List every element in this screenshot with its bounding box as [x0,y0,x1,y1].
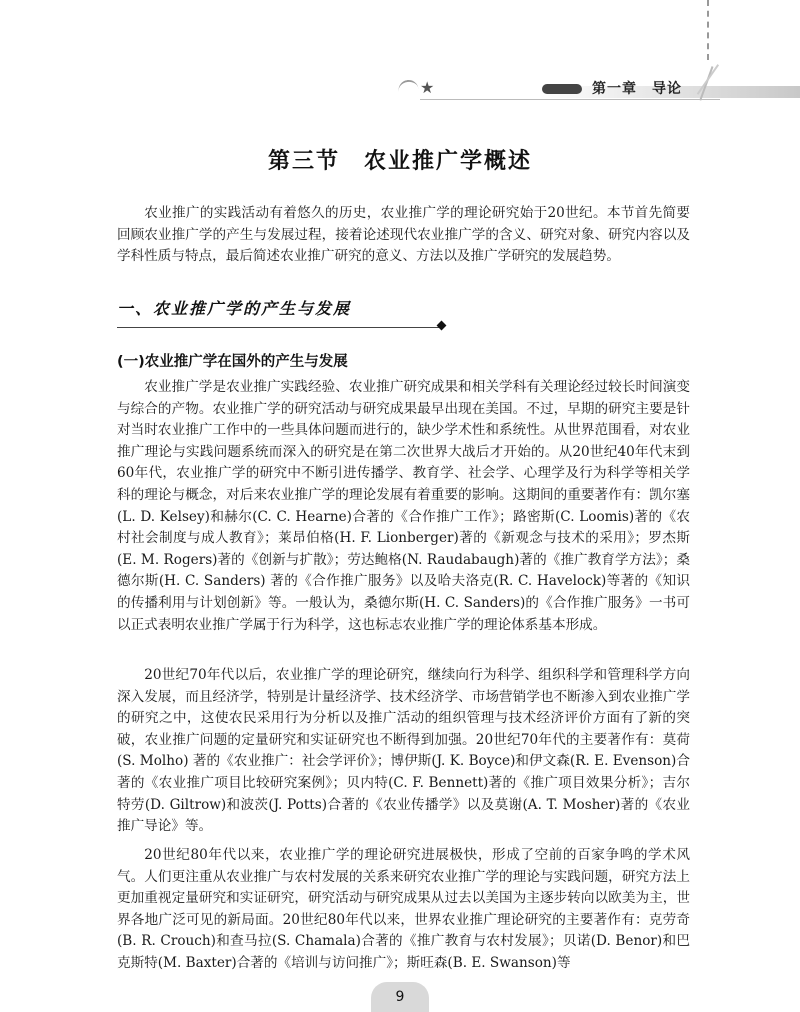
body-paragraph-3: 20世纪80年代以来，农业推广学的理论研究进展极快，形成了空前的百家争鸣的学术风气。人们更注重从农业推广与农村发展的关系来研究农业推广学的理论与实践问题，研究方法上更加重视定量研究和实证研究，研究活动与研究成果从过去以美国为主逐步转向以欧美为主，世界各地广泛可见的新局面。20世纪80年代以来，世界农业推广理论研究的主要著作有：克劳奇(B. R. Crouch)和查马拉(S. Chamala)合著的《推广教育与农村发展》；贝诺(D. Benor)和巴克斯特(M. Baxter)合著的《培训与访问推广》；斯旺森(B. E. Swanson)等 [117,847,690,971]
diamond-icon [437,321,447,331]
page-number-tab [371,982,429,1012]
body-paragraph-2: 20世纪70年代以后，农业推广学的理论研究，继续向行为科学、组织科学和管理科学方向深入发展，而且经济学，特别是计量经济学、技术经济学、市场营销学也不断渗入到农业推广学的研究之中，这使农民采用行为分析以及推广活动的组织管理与技术经济评价方面有了新的突破，农业推广问题的定量研究和实证研究也不断得到加强。20世纪70年代的主要著作有：莫荷(S. Molho) 著的《农业推广：社会学评价》；博伊斯(J. K. Boyce)和伊文森(R. E. Evenson)合著的《农业推广项目比较研究案例》；贝内特(C. F. Bennett)著的《推广项目效果分析》；吉尔特劳(D. Giltrow)和波茨(J. Potts)合著的《农业传播学》以及莫谢(A. T. Mosher)著的《农业推广导论》等。 [117,667,690,835]
leaf-ornament-icon [397,79,418,94]
page-number: 9 [395,989,405,1005]
heading-level-1: 一、农业推广学的产生与发展 [117,299,352,318]
section-number: 第三节 [267,149,340,174]
body-paragraph-1: 农业推广学是农业推广实践经验、农业推广研究成果和相关学科有关理论经过较长时间演变与综合的产物。农业推广学的研究活动与研究成果最早出现在美国。不过，早期的研究主要是针对当时农业推广工作中的一些具体问题而进行的，缺少学术性和系统性。从世界范围看，对农业推广理论与实践问题系统而深入的研究是在第二次世界大战后才开始的。从20世纪40年代末到60年代，农业推广学的研究中不断引进传播学、教育学、社会学、心理学及行为科学等相关学科的理论与概念，对后来农业推广学的理论发展有着重要的影响。这期间的重要著作有：凯尔塞(L. D. Kelsey)和赫尔(C. C. Hearne)合著的《合作推广工作》；路密斯(C. Loomis)著的《农村社会制度与成人教育》；莱昂伯格(H. F. Lionberger)著的《新观念与技术的采用》；罗杰斯(E. M. Rogers)著的《创新与扩散》；劳达鲍格(N. Raudabaugh)著的《推广教育学方法》；桑德尔斯(H. C. Sanders) 著的《合作推广服务》以及哈夫洛克(R. C. Havelock)等著的《知识的传播利用与计划创新》等。一般认为，桑德尔斯(H. C. Sanders)的《合作推广服务》一书可以正式表明农业推广学属于行为科学，这也标志农业推广学的理论体系基本形成。 [117,379,690,633]
star-icon: ★ [420,78,435,97]
decorative-dashed-line [707,0,709,60]
header-rule [420,99,720,100]
section-title [0,144,800,175]
heading-level-2: (一)农业推广学在国外的产生与发展 [117,354,348,370]
chapter-title: 第一章 导论 [592,81,682,97]
section-name: 农业推广学概述 [364,149,533,174]
intro-paragraph: 农业推广的实践活动有着悠久的历史，农业推广学的理论研究始于20世纪。本节首先简要回顾农业推广学的产生与发展过程，接着论述现代农业推广学的含义、研究对象、研究内容以及学科性质与特点，最后简述农业推广研究的意义、方法以及推广学研究的发展趋势。 [117,205,690,265]
header-tag-badge [542,84,582,94]
running-header [420,76,800,100]
heading-rule [117,327,442,328]
